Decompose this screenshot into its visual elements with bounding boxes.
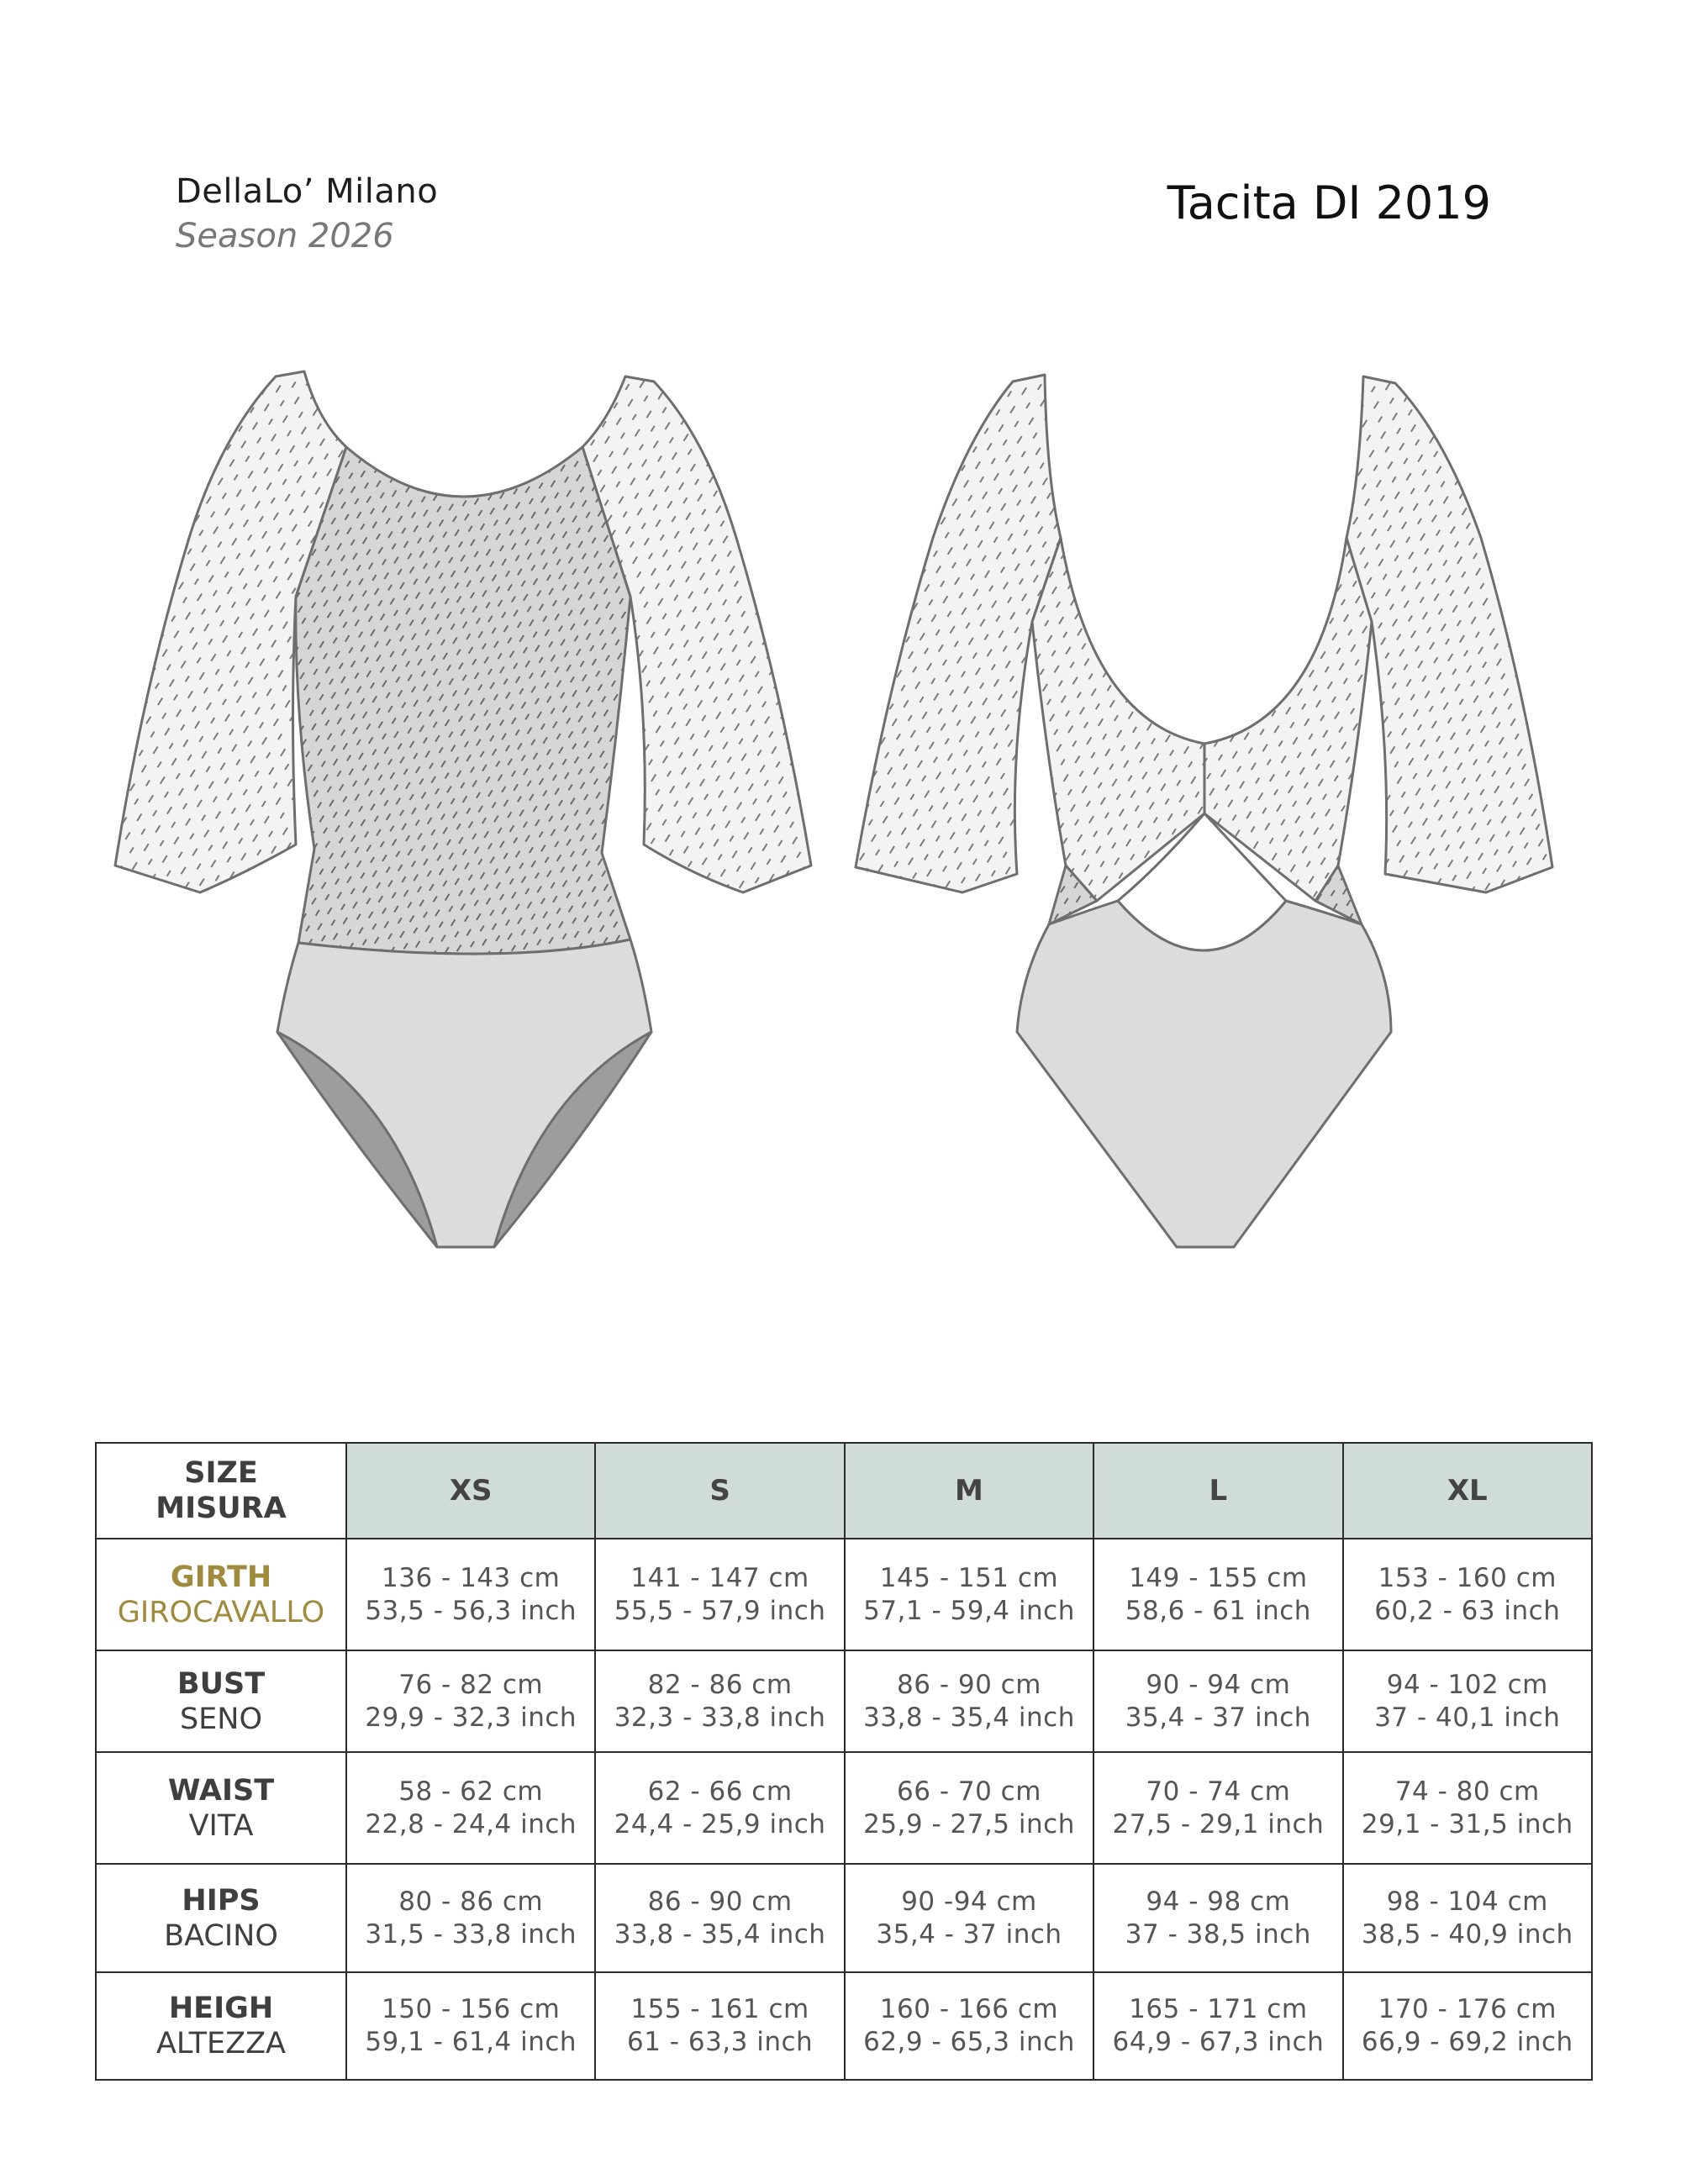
front-bodice — [296, 447, 630, 954]
leotard-illustration — [0, 336, 1681, 1286]
table-cell — [845, 1864, 1093, 1972]
table-cell — [346, 1864, 595, 1972]
cell-cm: 160 - 166 cm — [879, 1994, 1059, 2024]
row-label-heigh — [96, 1972, 346, 2080]
table-cell — [346, 1539, 595, 1650]
table-cell — [346, 1650, 595, 1752]
table-cell — [1343, 1650, 1592, 1752]
cell-cm: 58 - 62 cm — [398, 1776, 544, 1807]
row-label-en: HEIGH — [168, 1992, 274, 2025]
cell-cm: 136 - 143 cm — [382, 1562, 561, 1593]
back-view — [856, 375, 1552, 1247]
cell-inch: 35,4 - 37 inch — [876, 1918, 1062, 1950]
cell-cm: 76 - 82 cm — [398, 1669, 544, 1700]
cell-inch: 62,9 - 65,3 inch — [863, 2027, 1075, 2057]
cell-inch: 59,1 - 61,4 inch — [365, 2027, 577, 2057]
size-chart-table — [95, 1442, 1593, 2081]
table-row-hips — [96, 1864, 1592, 1972]
table-row-waist — [96, 1752, 1592, 1864]
table-row-girth — [96, 1539, 1592, 1650]
cell-cm: 94 - 98 cm — [1146, 1886, 1291, 1917]
size-header-label — [96, 1443, 346, 1539]
table-cell — [595, 1650, 844, 1752]
cell-inch: 33,8 - 35,4 inch — [614, 1918, 826, 1950]
table-cell — [1343, 1864, 1592, 1972]
row-label-it: ALTEZZA — [155, 2027, 286, 2060]
cell-cm: 94 - 102 cm — [1386, 1669, 1548, 1700]
size-header-it: MISURA — [155, 1492, 287, 1525]
table-cell — [1093, 1752, 1342, 1864]
cell-cm: 155 - 161 cm — [630, 1994, 809, 2024]
row-label-bust — [96, 1650, 346, 1752]
table-cell — [1093, 1650, 1342, 1752]
table-cell — [595, 1752, 844, 1864]
cell-cm: 86 - 90 cm — [647, 1886, 793, 1917]
cell-inch: 32,3 - 33,8 inch — [614, 1702, 826, 1733]
cell-cm: 98 - 104 cm — [1386, 1886, 1548, 1917]
cell-inch: 58,6 - 61 inch — [1125, 1595, 1311, 1626]
size-col-xl: XL — [1343, 1443, 1592, 1539]
cell-cm: 66 - 70 cm — [897, 1776, 1041, 1807]
cell-cm: 141 - 147 cm — [630, 1562, 809, 1593]
row-label-it: VITA — [188, 1808, 254, 1843]
front-view — [115, 371, 811, 1247]
cell-inch: 27,5 - 29,1 inch — [1112, 1808, 1325, 1839]
table-cell — [1093, 1539, 1342, 1650]
cell-cm: 153 - 160 cm — [1378, 1562, 1557, 1593]
row-label-it: GIROCAVALLO — [117, 1595, 325, 1629]
cell-inch: 29,1 - 31,5 inch — [1361, 1808, 1573, 1839]
table-cell — [845, 1972, 1093, 2080]
table-cell — [595, 1539, 844, 1650]
cell-cm: 150 - 156 cm — [382, 1994, 561, 2024]
cell-cm: 82 - 86 cm — [647, 1669, 793, 1700]
cell-inch: 53,5 - 56,3 inch — [365, 1595, 577, 1626]
table-cell — [1093, 1972, 1342, 2080]
back-left-sleeve — [856, 375, 1061, 892]
table-cell — [845, 1650, 1093, 1752]
back-brief — [1017, 901, 1391, 1247]
row-label-it: BACINO — [164, 1918, 278, 1953]
size-col-l: L — [1093, 1443, 1342, 1539]
table-header-row — [96, 1443, 1592, 1539]
cell-cm: 80 - 86 cm — [398, 1886, 544, 1917]
cell-cm: 86 - 90 cm — [897, 1669, 1041, 1700]
cell-inch: 60,2 - 63 inch — [1374, 1595, 1561, 1626]
cell-inch: 35,4 - 37 inch — [1125, 1702, 1311, 1733]
size-header-en: SIZE — [184, 1456, 258, 1490]
size-col-m: M — [845, 1443, 1093, 1539]
table-cell — [1343, 1752, 1592, 1864]
cell-inch: 66,9 - 69,2 inch — [1361, 2027, 1573, 2057]
cell-cm: 90 - 94 cm — [1146, 1669, 1291, 1700]
row-label-girth — [96, 1539, 346, 1650]
cell-inch: 38,5 - 40,9 inch — [1361, 1918, 1573, 1950]
cell-inch: 37 - 38,5 inch — [1125, 1918, 1311, 1950]
row-label-en: BUST — [177, 1666, 266, 1701]
table-cell — [845, 1539, 1093, 1650]
cell-cm: 74 - 80 cm — [1394, 1776, 1540, 1807]
size-col-s: S — [595, 1443, 844, 1539]
product-title: Tacita DI 2019 — [1167, 176, 1491, 229]
cell-cm: 62 - 66 cm — [647, 1776, 793, 1807]
cell-inch: 31,5 - 33,8 inch — [365, 1918, 577, 1950]
cell-inch: 25,9 - 27,5 inch — [863, 1808, 1075, 1839]
table-cell — [595, 1972, 844, 2080]
table-cell — [1343, 1972, 1592, 2080]
cell-inch: 22,8 - 24,4 inch — [365, 1808, 577, 1839]
table-cell — [595, 1864, 844, 1972]
cell-cm: 145 - 151 cm — [879, 1562, 1059, 1593]
cell-inch: 37 - 40,1 inch — [1374, 1702, 1561, 1733]
row-label-waist — [96, 1752, 346, 1864]
cell-cm: 90 -94 cm — [901, 1886, 1037, 1917]
table-row-bust — [96, 1650, 1592, 1752]
table-cell — [346, 1972, 595, 2080]
row-label-hips — [96, 1864, 346, 1972]
cell-inch: 29,9 - 32,3 inch — [365, 1702, 577, 1733]
table-cell — [845, 1752, 1093, 1864]
cell-inch: 64,9 - 67,3 inch — [1112, 2027, 1325, 2057]
row-label-en: WAIST — [167, 1773, 275, 1808]
table-cell — [1093, 1864, 1342, 1972]
cell-cm: 70 - 74 cm — [1146, 1776, 1291, 1807]
row-label-it: SENO — [179, 1702, 263, 1736]
cell-cm: 170 - 176 cm — [1378, 1994, 1557, 2024]
cell-inch: 57,1 - 59,4 inch — [863, 1595, 1075, 1626]
cell-cm: 149 - 155 cm — [1129, 1562, 1308, 1593]
table-cell — [1343, 1539, 1592, 1650]
cell-inch: 61 - 63,3 inch — [627, 2027, 814, 2057]
cell-inch: 33,8 - 35,4 inch — [863, 1702, 1075, 1733]
cell-cm: 165 - 171 cm — [1129, 1994, 1308, 2024]
brand-name: DellaLo’ Milano — [176, 172, 439, 211]
row-label-en: HIPS — [182, 1883, 261, 1918]
table-cell — [346, 1752, 595, 1864]
row-label-en: GIRTH — [170, 1560, 272, 1594]
back-right-sleeve — [1346, 376, 1552, 892]
table-row-heigh — [96, 1972, 1592, 2080]
cell-inch: 55,5 - 57,9 inch — [614, 1595, 826, 1626]
size-col-xs: XS — [346, 1443, 595, 1539]
cell-inch: 24,4 - 25,9 inch — [614, 1808, 826, 1839]
season-label: Season 2026 — [176, 217, 394, 255]
